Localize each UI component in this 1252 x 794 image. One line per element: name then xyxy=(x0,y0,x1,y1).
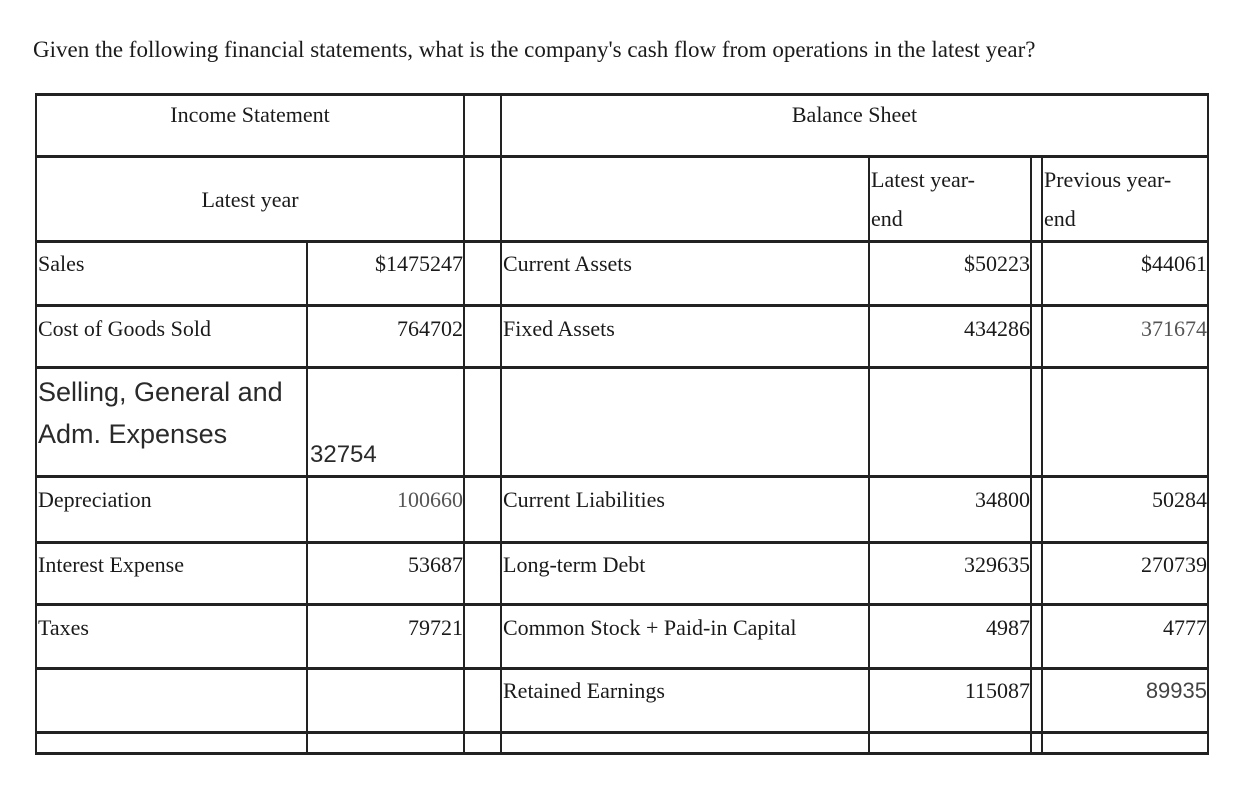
table-rule xyxy=(35,366,1209,369)
table-rule xyxy=(35,731,1209,734)
current-liabilities-previous: 50284 xyxy=(1152,487,1207,512)
fixed-assets-previous: 371674 xyxy=(1141,316,1207,341)
table-rule xyxy=(35,667,1209,670)
common-stock-latest: 4987 xyxy=(986,615,1030,640)
interest-value: 53687 xyxy=(408,552,463,577)
cogs-label: Cost of Goods Sold xyxy=(38,316,211,341)
sales-label: Sales xyxy=(38,251,85,276)
table-rule xyxy=(35,240,1209,243)
retained-earnings-latest: 115087 xyxy=(964,678,1030,703)
question-text: Given the following financial statements, what is the company's cash flow from operations in the latest year? xyxy=(33,37,1036,62)
latest-year-end-header-line1: Latest year- xyxy=(871,167,975,192)
latest-year-end-header-line2: end xyxy=(871,206,903,231)
current-assets-label: Current Assets xyxy=(503,251,632,276)
income-statement-header: Income Statement xyxy=(170,102,330,127)
table-rule xyxy=(35,304,1209,307)
previous-year-end-header-line1: Previous year- xyxy=(1044,167,1172,192)
table-col-rule xyxy=(1030,155,1032,755)
balance-sheet-header: Balance Sheet xyxy=(791,102,918,127)
current-liabilities-label: Current Liabilities xyxy=(503,487,665,512)
table-rule xyxy=(35,603,1209,606)
sga-value: 32754 xyxy=(310,441,377,468)
table-rule xyxy=(35,155,1209,158)
sga-label-line2: Adm. Expenses xyxy=(38,419,228,449)
table-border-right xyxy=(1207,93,1209,755)
taxes-value: 79721 xyxy=(408,615,463,640)
long-term-debt-label: Long-term Debt xyxy=(503,552,646,577)
table-col-rule xyxy=(463,93,465,755)
retained-earnings-label: Retained Earnings xyxy=(503,678,665,703)
current-liabilities-latest: 34800 xyxy=(975,487,1030,512)
previous-year-end-header-line2: end xyxy=(1044,206,1076,231)
long-term-debt-latest: 329635 xyxy=(964,552,1030,577)
sales-value: $1475247 xyxy=(375,251,463,276)
table-rule xyxy=(35,475,1209,478)
latest-year-header: Latest year xyxy=(201,187,299,212)
table-border-bottom xyxy=(35,752,1209,755)
taxes-label: Taxes xyxy=(38,615,89,640)
fixed-assets-label: Fixed Assets xyxy=(503,316,615,341)
common-stock-previous: 4777 xyxy=(1163,615,1207,640)
interest-label: Interest Expense xyxy=(38,552,184,577)
sga-label-line1: Selling, General and xyxy=(38,377,283,407)
long-term-debt-previous: 270739 xyxy=(1141,552,1207,577)
table-col-rule xyxy=(500,93,502,755)
common-stock-label: Common Stock + Paid-in Capital xyxy=(503,615,797,640)
depreciation-label: Depreciation xyxy=(38,487,152,512)
table-rule xyxy=(35,541,1209,544)
fixed-assets-latest: 434286 xyxy=(964,316,1030,341)
current-assets-latest: $50223 xyxy=(964,251,1030,276)
cogs-value: 764702 xyxy=(397,316,463,341)
current-assets-previous: $44061 xyxy=(1141,251,1207,276)
retained-earnings-previous: 89935 xyxy=(1145,678,1207,703)
depreciation-value: 100660 xyxy=(397,487,463,512)
